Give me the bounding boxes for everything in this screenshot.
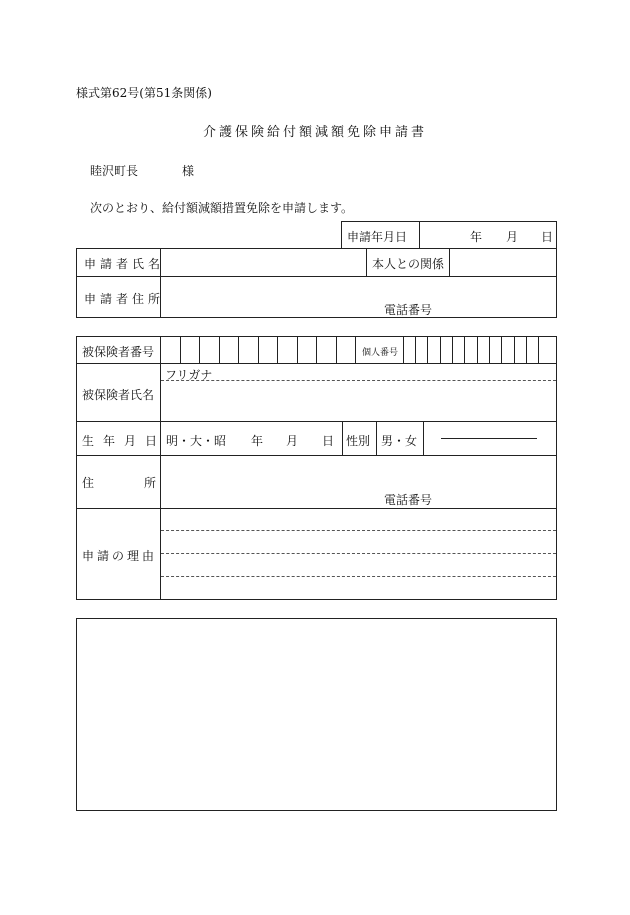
applicant-name-label: 申請者氏名: [84, 257, 165, 271]
insured-address-field[interactable]: [161, 456, 556, 508]
reason-field[interactable]: [161, 509, 556, 599]
sex-label: 性別: [346, 434, 371, 448]
date-month-unit: 月: [506, 230, 519, 244]
sex-remarks-field[interactable]: [424, 422, 556, 455]
insured-number-label: 被保険者番号: [82, 345, 155, 359]
insured-name-label: 被保険者氏名: [82, 388, 155, 402]
date-year-unit: 年: [470, 230, 483, 244]
era-options[interactable]: 明・大・昭: [166, 434, 227, 448]
birth-day-unit: 日: [322, 434, 335, 448]
notes-box[interactable]: [76, 618, 557, 811]
insured-address-label-1: 住: [82, 476, 95, 490]
relation-label: 本人との関係: [372, 257, 445, 271]
insured-phone-label: 電話番号: [384, 493, 433, 507]
form-title: 介護保険給付額減額免除申請書: [202, 125, 427, 140]
birth-date-field[interactable]: [161, 422, 342, 455]
birth-month-unit: 月: [286, 434, 299, 448]
applicant-address-field[interactable]: [161, 277, 556, 317]
notes-text: [77, 619, 556, 631]
application-date-label: 申請年月日: [347, 230, 408, 244]
birth-date-label: 生年月日: [82, 434, 167, 448]
furigana-field[interactable]: [215, 364, 556, 380]
insured-number-field[interactable]: [161, 337, 355, 363]
addressee-name: 睦沢町長: [90, 164, 139, 178]
sex-options[interactable]: 男・女: [381, 434, 418, 448]
sex-left-divider: [342, 421, 343, 455]
addressee-honorific: 様: [182, 164, 195, 178]
personal-number-label: 個人番号: [362, 348, 399, 358]
insured-address-label-2: 所: [144, 476, 157, 490]
addressee: [90, 162, 194, 179]
furigana-label: フリガナ: [165, 368, 213, 382]
sex-mid-divider: [376, 421, 377, 455]
applicant-name-field[interactable]: [161, 249, 366, 276]
applicant-address-label: 申請者住所: [84, 292, 165, 306]
insured-name-field[interactable]: [161, 381, 556, 421]
relation-left-divider: [366, 248, 367, 276]
relation-field[interactable]: [450, 249, 556, 276]
birth-year-unit: 年: [251, 434, 264, 448]
intro-text: 次のとおり、給付額減額措置免除を申請します。: [90, 201, 354, 215]
personal-number-field[interactable]: [404, 337, 556, 363]
application-date-field[interactable]: [420, 222, 556, 248]
applicant-phone-label: 電話番号: [384, 303, 433, 317]
form-number: 様式第62号(第51条関係): [76, 86, 212, 100]
reason-label: 申請の理由: [82, 549, 158, 563]
number-cell-divider: [355, 336, 356, 363]
date-day-unit: 日: [541, 230, 554, 244]
